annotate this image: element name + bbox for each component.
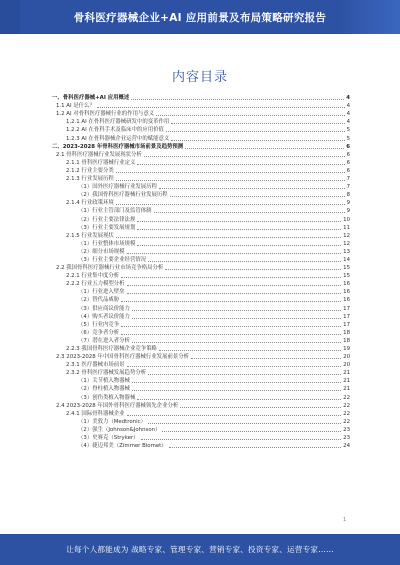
toc-entry[interactable] (52, 376, 350, 384)
toc-entry-title: 2.1.1 骨科医疗器械行业定义 (66, 159, 136, 166)
header-bar (0, 0, 400, 34)
toc-entry[interactable] (52, 401, 350, 409)
toc-entry-title: （7）潜在进入者分析 (78, 337, 130, 344)
toc-entry-page: 7 (346, 184, 350, 191)
toc-leader-dots (141, 439, 342, 440)
toc-heading: 内容目录 (171, 70, 228, 85)
header-left-accent (0, 0, 20, 34)
toc-leader-dots (97, 107, 345, 108)
toc-entry-page: 9 (346, 208, 350, 215)
toc-entry[interactable] (52, 93, 350, 101)
toc-entry-title: 二、2023-2028 年骨科医疗器械市场前景及趋势预测 (52, 143, 184, 150)
toc-entry-page: 4 (346, 119, 350, 126)
toc-leader-dots (116, 237, 341, 238)
toc-entry-page: 4 (346, 111, 350, 118)
toc-entry-title: （2）强生（Johnson&Johnson） (78, 426, 161, 433)
toc-entry-title: 1.2.2 AI 在骨科手术及临床中的应用价值 (66, 127, 164, 134)
toc-entry[interactable] (52, 287, 350, 295)
toc-leader-dots (116, 172, 345, 173)
toc-entry-title: （3）史赛克（Stryker） (78, 435, 139, 442)
toc-entry[interactable] (52, 255, 350, 263)
toc-entry[interactable] (52, 223, 350, 231)
toc-entry-title: （2）细分市场规模 (78, 248, 125, 255)
toc-entry-title: （2）行业主要法律法规 (78, 216, 136, 223)
toc-entry[interactable] (52, 336, 350, 344)
toc-entry[interactable] (52, 441, 350, 449)
toc-entry[interactable] (52, 344, 350, 352)
toc-leader-dots (132, 390, 341, 391)
toc-entry-title: （6）竞争者分析 (78, 329, 120, 336)
toc-entry-page: 22 (343, 402, 350, 409)
toc-entry[interactable] (52, 360, 350, 368)
toc-entry[interactable] (52, 206, 350, 214)
toc-entry-page: 10 (343, 216, 350, 223)
toc-entry-title: 2.4 2023-2028 年国外骨科医疗器械领先企业分析 (56, 402, 179, 409)
toc-entry-page: 7 (346, 176, 350, 183)
toc-entry-page: 21 (343, 370, 350, 377)
toc-entry-page: 21 (343, 378, 350, 385)
toc-entry[interactable] (52, 409, 350, 417)
toc-entry-page: 18 (343, 337, 350, 344)
toc-entry[interactable] (52, 384, 350, 392)
toc-entry-title: （4）捷迈邦美（Zimmer Biomet） (78, 443, 167, 450)
toc-leader-dots (154, 212, 345, 213)
toc-entry-title: 2.2.1 行业集中度分析 (66, 273, 120, 280)
toc-entry[interactable] (52, 158, 350, 166)
toc-leader-dots (144, 156, 345, 157)
toc-leader-dots (148, 261, 341, 262)
toc-leader-dots (162, 431, 341, 432)
toc-entry[interactable] (52, 368, 350, 376)
toc-entry-title: （2）脊柱植入物器械 (78, 386, 130, 393)
toc-entry[interactable] (52, 303, 350, 311)
toc-entry-page: 22 (343, 394, 350, 401)
toc-entry-page: 21 (343, 386, 350, 393)
toc-entry-page: 20 (343, 354, 350, 361)
toc-entry-page: 23 (343, 426, 350, 433)
toc-entry[interactable] (52, 328, 350, 336)
toc-entry-page: 9 (346, 200, 350, 207)
toc-entry-title: （3）创伤类植入物器械 (78, 394, 136, 401)
toc-entry-title: 2.1.5 行业发展现状 (66, 232, 114, 239)
toc-entry[interactable] (52, 190, 350, 198)
toc-entry-page: 15 (343, 265, 350, 272)
toc-entry-title: 2.1.3 行业发展历程 (66, 176, 114, 183)
toc-entry-page: 6 (346, 151, 350, 158)
toc-entry-title: （1）行业主管部门及监管体制 (78, 208, 152, 215)
toc-entry-title: （3）行业主要企业经营情况 (78, 256, 147, 263)
toc-leader-dots (132, 342, 341, 343)
toc-entry-page: 8 (346, 192, 350, 199)
toc-leader-dots (132, 318, 341, 319)
toc-entry-page: 6 (346, 143, 350, 150)
page-mark: 1 (343, 517, 347, 523)
toc-entry[interactable] (52, 133, 350, 141)
toc-entry[interactable] (52, 352, 350, 360)
toc-leader-dots (132, 382, 341, 383)
toc-entry[interactable] (52, 247, 350, 255)
toc-entry-title: 2.2.2 行业五力模型分析 (66, 281, 125, 288)
toc-leader-dots (132, 310, 341, 311)
toc-leader-dots (137, 164, 344, 165)
toc-leader-dots (127, 293, 342, 294)
toc-entry-page: 15 (343, 273, 350, 280)
toc-entry-title: 2.1.4 行业政策环境 (66, 200, 114, 207)
toc-entry-page: 16 (343, 297, 350, 304)
toc-entry-title: （1）行业整体市场规模 (78, 240, 136, 247)
toc-entry-title: （1）关节植入物器械 (78, 378, 130, 385)
toc-entry-title: （3）行业主要发展规划 (78, 224, 136, 231)
toc-leader-dots (127, 366, 342, 367)
toc-leader-dots (180, 407, 341, 408)
toc-entry-title: 2.2.3 我国骨科医疗器械企业竞争策略 (66, 346, 157, 352)
toc-leader-dots (116, 180, 345, 181)
toc-leader-dots (148, 423, 341, 424)
toc-entry-page: 22 (343, 410, 350, 417)
toc-leader-dots (127, 253, 342, 254)
toc-entry[interactable] (52, 295, 350, 303)
toc-leader-dots (121, 277, 341, 278)
toc-entry-title: 2.1.2 行业主要分类 (66, 167, 114, 174)
toc-entry[interactable] (52, 263, 350, 271)
toc-entry-title: （3）供应商议价能力 (78, 305, 130, 312)
toc-entry[interactable] (52, 392, 350, 400)
toc-entry-title: （5）行业内竞争 (78, 321, 120, 328)
toc-entry[interactable] (52, 101, 350, 109)
toc-leader-dots (171, 140, 344, 141)
toc-entry[interactable] (52, 174, 350, 182)
toc-leader-dots (191, 358, 341, 359)
toc-entry-title: （4）购买者议价能力 (78, 313, 130, 320)
toc-entry-page: 4 (346, 103, 350, 110)
toc-entry[interactable] (52, 150, 350, 158)
toc-entry-page: 6 (346, 159, 350, 166)
toc-leader-dots (121, 326, 341, 327)
toc-entry-page: 17 (343, 321, 350, 328)
toc-entry-page: 16 (343, 281, 350, 288)
toc-entry-page: 17 (343, 313, 350, 320)
toc-entry-title: （1）行业进入壁垒 (78, 289, 125, 296)
footer-slogan: 让每个人都能成为 战略专家、管理专家、营销专家、投资专家、运营专家…… (66, 545, 334, 554)
toc-entry-page: 16 (343, 289, 350, 296)
toc-entry-page: 4 (346, 95, 350, 102)
toc-entry-title: 2.4.1 国际骨科器械企业 (66, 410, 125, 417)
toc-entry-title: 2.1 骨科医疗器械行业发展现状分析 (56, 151, 142, 158)
toc-leader-dots (165, 269, 341, 270)
toc-entry[interactable] (52, 142, 350, 150)
toc-entry-title: 2.3 2023-2028 年中国骨科医疗器械行业发展前景分析 (56, 354, 190, 361)
toc-entry-title: 2.2 我国骨科医疗器械行业市场竞争格局分析 (56, 265, 164, 272)
toc-entry[interactable] (52, 231, 350, 239)
toc-leader-dots (121, 334, 341, 335)
toc-leader-dots (127, 415, 342, 416)
toc-entry-page: 18 (343, 329, 350, 336)
toc-leader-dots (171, 123, 344, 124)
toc-leader-dots (121, 301, 341, 302)
toc-leader-dots (166, 131, 345, 132)
toc-leader-dots (159, 350, 341, 351)
toc-entry-page: 6 (346, 167, 350, 174)
toc-entry-title: （1）美敦力（Medtronic） (78, 418, 146, 425)
toc-entry-page: 24 (343, 443, 350, 450)
toc-leader-dots (170, 196, 345, 197)
toc-entry-title: 一、骨科医疗器械+AI 应用概述 (52, 95, 130, 102)
toc-leader-dots (148, 374, 341, 375)
toc-entry[interactable] (52, 109, 350, 117)
table-of-contents (52, 93, 350, 449)
toc-entry-page: 17 (343, 305, 350, 312)
toc-leader-dots (137, 399, 341, 400)
toc-entry[interactable] (52, 417, 350, 425)
toc-entry[interactable] (52, 166, 350, 174)
toc-entry[interactable] (52, 117, 350, 125)
toc-entry-title: 1.2.3 AI 在骨科器械企业运营中的赋能意义 (66, 135, 170, 142)
toc-entry[interactable] (52, 425, 350, 433)
toc-entry-page: 11 (343, 224, 350, 231)
toc-entry[interactable] (52, 433, 350, 441)
footer-bar (0, 534, 400, 565)
toc-entry[interactable] (52, 271, 350, 279)
toc-leader-dots (169, 447, 341, 448)
toc-entry-title: 2.3.1 医疗器械市场前景 (66, 362, 125, 369)
toc-entry-page: 20 (343, 362, 350, 369)
toc-entry-page: 22 (343, 418, 350, 425)
toc-leader-dots (127, 285, 342, 286)
header-right-accent (340, 0, 400, 34)
toc-entry[interactable] (52, 312, 350, 320)
toc-leader-dots (159, 188, 345, 189)
toc-entry[interactable] (52, 214, 350, 222)
toc-entry[interactable] (52, 239, 350, 247)
toc-entry[interactable] (52, 182, 350, 190)
toc-leader-dots (137, 229, 341, 230)
toc-entry-page: 12 (343, 232, 350, 239)
toc-leader-dots (185, 148, 344, 149)
toc-leader-dots (137, 245, 341, 246)
toc-entry-title: （2）我国骨科医疗器械行业发展历程 (78, 192, 168, 199)
toc-entry-page: 5 (346, 135, 350, 142)
toc-entry-page: 13 (343, 248, 350, 255)
toc-entry-title: 1.1 AI 是什么？ (56, 103, 95, 110)
toc-entry[interactable] (52, 125, 350, 133)
toc-entry-title: （2）替代品威胁 (78, 297, 120, 304)
toc-entry-page: 12 (343, 240, 350, 247)
toc-leader-dots (156, 115, 344, 116)
toc-entry-page: 14 (343, 256, 350, 263)
toc-entry-page: 19 (343, 346, 350, 352)
toc-leader-dots (137, 221, 341, 222)
toc-leader-dots (131, 99, 344, 100)
toc-entry[interactable] (52, 279, 350, 287)
toc-entry[interactable] (52, 198, 350, 206)
toc-entry-title: 1.2.1 AI 在骨科医疗器械研发中的变革作用 (66, 119, 170, 126)
toc-entry-title: （1）国外医疗器械行业发展历程 (78, 184, 157, 191)
toc-entry[interactable] (52, 320, 350, 328)
toc-entry-page: 23 (343, 435, 350, 442)
report-title: 骨科医疗器械企业+AI 应用前景及布局策略研究报告 (73, 11, 327, 24)
toc-entry-title: 1.2 AI 对骨科医疗器械行业的作用与意义 (56, 111, 155, 118)
toc-entry-page: 5 (346, 127, 350, 134)
toc-entry-title: 2.3.2 骨科医疗器械发展趋势分析 (66, 370, 147, 377)
toc-leader-dots (116, 204, 345, 205)
